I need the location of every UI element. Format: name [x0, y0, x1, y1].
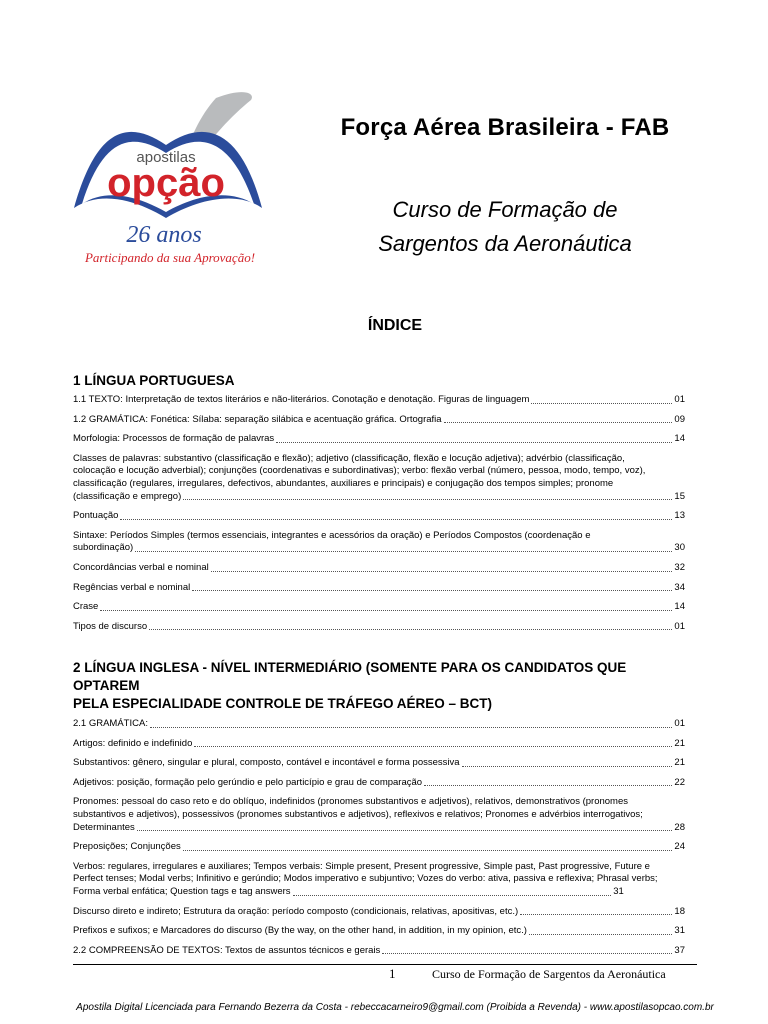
toc-page-number: 01	[674, 718, 685, 729]
toc-page-number: 15	[674, 490, 685, 502]
toc-entry-text: 2.1 GRAMÁTICA:	[73, 718, 148, 729]
toc-entry	[73, 777, 685, 790]
toc-entry	[73, 861, 685, 899]
toc-entry-text: Determinantes	[73, 821, 135, 833]
page-number: 1	[389, 966, 396, 981]
section-heading: 1 LÍNGUA PORTUGUESA	[73, 373, 235, 388]
toc-entry-text: Substantivos: gênero, singular e plural, composto, contável e incontável e forma possessiva	[73, 757, 460, 769]
toc-entry-text: Adjetivos: posição, formação pelo gerúndio e pelo particípio e grau de comparação	[73, 776, 423, 788]
dot-leader	[135, 551, 672, 552]
dot-leader	[531, 403, 672, 404]
running-title: Curso de Formação de Sargentos da Aeronáutica	[432, 967, 666, 981]
footer-divider	[73, 964, 697, 965]
toc-page-number: 24	[674, 841, 685, 853]
toc-page-number: 18	[674, 905, 685, 917]
toc-entry-line: Sintaxe: Períodos Simples (termos essenciais, integrantes e acessórios da oração) e Períodos Compostos (coordenação e	[73, 529, 591, 541]
subtitle-line-2: Sargentos da Aeronáutica	[378, 231, 632, 256]
license-notice: Apostila Digital Licenciada para Fernando Bezerra da Costa - rebeccacarneiro9@gmail.com (Proibida a Revenda) - www.apostilasopcao.com.br	[76, 1002, 714, 1013]
toc-entry-text: Crase	[73, 601, 99, 613]
logo-graphic	[66, 90, 276, 270]
dot-leader	[382, 953, 672, 954]
toc-entry-line: classificação (regulares, irregulares, defectivos, abundantes, auxiliares e principais) e conjugação dos tempos simples; pronome	[73, 477, 614, 489]
toc-entry-row	[73, 491, 685, 504]
toc-entry-row	[73, 394, 685, 407]
toc-entry-row	[73, 621, 685, 634]
toc-entry-row	[73, 433, 685, 446]
toc-entry-text: Discurso direto e indireto; Estrutura da oração: período composto (condicionais, relativas, apositivas, etc.)	[73, 905, 519, 917]
toc-section-english	[73, 659, 685, 957]
dot-leader	[183, 499, 672, 500]
toc-entry-row	[73, 757, 685, 770]
toc-entry-line: colocação e locução adverbial); conjunções (coordenativas e subordinativas); verbo: flexão verbal (número, pessoa, modo, tempo, voz),	[73, 465, 646, 477]
toc-entry-line: substantivos e adjetivos), possessivos (pronomes substantivos e adjetivos), reflexivos e relativos; Pronomes e advérbios interrogativos;	[73, 808, 643, 820]
dot-leader	[149, 629, 672, 630]
toc-entry-row	[73, 925, 685, 938]
toc-entry-text: Regências verbal e nominal	[73, 581, 191, 593]
toc-entry-text: Preposições; Conjunções	[73, 841, 181, 853]
page-subtitle	[300, 193, 710, 261]
index-heading: ÍNDICE	[367, 317, 423, 334]
toc-entry-text: Forma verbal enfática; Question tags e tag answers	[73, 885, 291, 897]
dot-leader	[183, 850, 673, 851]
section-heading-line-2: PELA ESPECIALIDADE CONTROLE DE TRÁFEGO AÉREO – BCT)	[73, 696, 493, 711]
toc-page-number: 31	[674, 925, 685, 937]
dot-leader	[529, 934, 672, 935]
subtitle-line-1: Curso de Formação de	[392, 197, 618, 222]
dot-leader	[444, 422, 673, 423]
toc-page-number: 21	[674, 737, 685, 749]
toc-entry-text: Artigos: definido e indefinido	[73, 737, 193, 749]
toc-entry	[73, 433, 685, 446]
toc-page-number: 32	[674, 561, 685, 573]
toc-page-number: 14	[674, 601, 685, 613]
toc-entry-row	[73, 582, 685, 595]
toc-entry-text: Concordâncias verbal e nominal	[73, 561, 209, 573]
toc-entry-row	[73, 562, 685, 575]
toc-entry-text: Morfologia: Processos de formação de palavras	[73, 433, 275, 445]
toc-page-number: 30	[674, 542, 685, 554]
toc-entry	[73, 562, 685, 575]
toc-entry	[73, 718, 685, 731]
toc-entry	[73, 841, 685, 854]
toc-entry-row	[73, 738, 685, 751]
toc-page-number: 01	[674, 394, 685, 405]
toc-entry-row	[73, 542, 685, 555]
logo-years-text: 26 anos	[126, 222, 202, 248]
toc-page-number: 13	[674, 510, 685, 522]
dot-leader	[100, 610, 672, 611]
toc-entry	[73, 906, 685, 919]
toc-entry	[73, 510, 685, 523]
dot-leader	[120, 519, 672, 520]
toc-page-number: 34	[674, 581, 685, 593]
toc-entry-text: 1.1 TEXTO: Interpretação de textos literários e não-literários. Conotação e denotação. Figuras de linguagem	[73, 394, 530, 405]
toc-page-number: 31	[613, 885, 624, 897]
toc-page-number: 28	[674, 821, 685, 833]
apostilas-opcao-logo	[66, 90, 276, 270]
toc-page-number: 37	[674, 944, 685, 956]
toc-entry	[73, 738, 685, 751]
toc-entry	[73, 757, 685, 770]
toc-entry-row	[73, 906, 685, 919]
toc-entry	[73, 394, 685, 407]
dot-leader	[520, 914, 672, 915]
toc-entry	[73, 621, 685, 634]
dot-leader	[293, 895, 612, 896]
toc-entry-line: Classes de palavras: substantivo (classificação e flexão); adjetivo (classificação, flexão e locução adjetiva); advérbio (classificação,	[73, 452, 625, 464]
toc-entry	[73, 796, 685, 834]
toc-entry-row	[73, 841, 685, 854]
toc-entry-text: 1.2 GRAMÁTICA: Fonética: Sílaba: separação silábica e acentuação gráfica. Ortografia	[73, 413, 442, 425]
toc-page-number: 01	[674, 620, 685, 632]
dot-leader	[137, 830, 673, 831]
toc-entry-row	[73, 601, 685, 614]
toc-page-number: 22	[674, 776, 685, 788]
dot-leader	[150, 727, 672, 728]
dot-leader	[424, 785, 672, 786]
toc-entry-row	[73, 886, 624, 899]
page-title: Força Aérea Brasileira - FAB	[340, 114, 670, 141]
toc-entry-row	[73, 945, 685, 958]
toc-entry-line: Pronomes: pessoal do caso reto e do oblíquo, indefinidos (pronomes substantivos e adjetivos), relativos, demonstrativos (pronomes	[73, 796, 628, 808]
dot-leader	[276, 442, 672, 443]
toc-entry	[73, 414, 685, 427]
section-heading-line-1: 2 LÍNGUA INGLESA - NÍVEL INTERMEDIÁRIO (SOMENTE PARA OS CANDIDATOS QUE OPTAREM	[73, 660, 627, 693]
toc-entry-text: Prefixos e sufixos; e Marcadores do discurso (By the way, on the other hand, in addition, in my opinion, etc.)	[73, 925, 527, 937]
logo-top-text: apostilas	[136, 149, 196, 166]
logo-slogan-text: Participando da sua Aprovação!	[84, 250, 256, 265]
toc-page-number: 21	[674, 757, 685, 769]
logo-brand-text: opção	[107, 161, 225, 205]
toc-entry	[73, 530, 685, 555]
toc-entry-row	[73, 510, 685, 523]
toc-entry-line: Perfect tenses; Modal verbs; Infinitivo e gerúndio; Modos imperativo e subjuntivo; Vozes do verbo: ativa, passiva e reflexiva; Phrasal verbs;	[73, 873, 658, 885]
toc-entry	[73, 601, 685, 614]
toc-entry-row	[73, 822, 685, 835]
toc-entry-text: Tipos de discurso	[73, 620, 148, 632]
toc-entry-row	[73, 718, 685, 731]
dot-leader	[194, 746, 672, 747]
toc-entry	[73, 925, 685, 938]
toc-entry-text: 2.2 COMPREENSÃO DE TEXTOS: Textos de assuntos técnicos e gerais	[73, 944, 381, 956]
toc-entry-text: Pontuação	[73, 510, 119, 522]
toc-entry-row	[73, 777, 685, 790]
toc-page-number: 09	[674, 413, 685, 425]
toc-entry	[73, 945, 685, 958]
toc-entry	[73, 582, 685, 595]
toc-entry-row	[73, 414, 685, 427]
dot-leader	[211, 571, 673, 572]
toc-entry	[73, 453, 685, 503]
toc-entry-line: Verbos: regulares, irregulares e auxiliares; Tempos verbais: Simple present, Present progressive, Simple past, Past progressive, Future e	[73, 860, 650, 872]
dot-leader	[462, 766, 673, 767]
toc-page-number: 14	[674, 433, 685, 445]
toc-section-portuguese	[73, 372, 685, 633]
toc-entry-text: (classificação e emprego)	[73, 490, 182, 502]
dot-leader	[192, 590, 672, 591]
toc-entry-text: subordinação)	[73, 542, 134, 554]
